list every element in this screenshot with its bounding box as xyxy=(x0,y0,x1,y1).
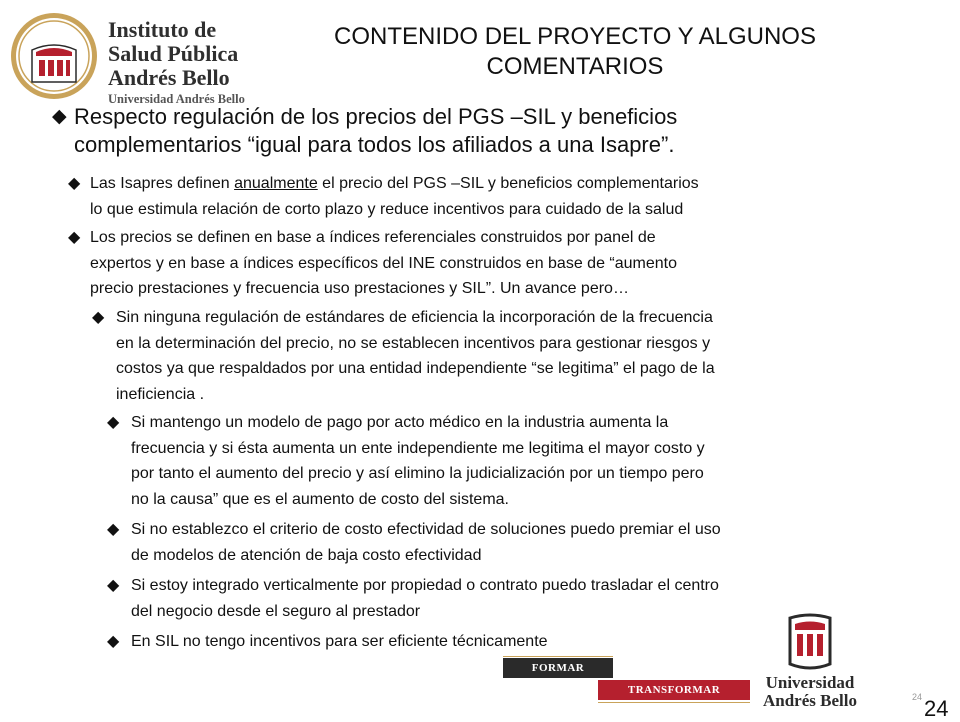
underlined-word: anualmente xyxy=(234,175,318,192)
diamond-bullet-icon: ◆ xyxy=(52,106,67,127)
bullet-level4 xyxy=(107,517,952,568)
bullet-text-line: no la causa” que es el aumento de costo del sistema. xyxy=(131,490,509,508)
bullet-level2 xyxy=(68,171,948,222)
page-number: 24 xyxy=(924,696,949,721)
bullet-text-line: En SIL no tengo incentivos para ser eficiente técnicamente xyxy=(131,633,548,650)
bullet-text-line: ineficiencia . xyxy=(116,385,205,403)
slide-title xyxy=(285,22,865,82)
title-line-2: COMENTARIOS xyxy=(486,53,664,80)
text-run: Las Isapres definen xyxy=(90,175,235,192)
diamond-bullet-icon: ◆ xyxy=(68,229,81,246)
bullet-text-line: Si estoy integrado verticalmente por propiedad o contrato puedo trasladar el centro xyxy=(131,577,719,594)
bullet-text-line: Si no establezco el criterio de costo efectividad de soluciones puedo premiar el uso xyxy=(131,521,721,538)
bullet-text-line: costos ya que respaldados por una entidad independiente “se legitima” el pago de la xyxy=(116,360,715,377)
diamond-bullet-icon: ◆ xyxy=(107,414,120,431)
bullet-text-line: en la determinación del precio, no se establecen incentivos para gestionar riesgos y xyxy=(116,334,711,352)
bullet-text-line: Si mantengo un modelo de pago por acto médico en la industria aumenta la xyxy=(131,414,669,431)
bullet-level4 xyxy=(107,410,952,512)
ribbon-divider xyxy=(598,702,750,703)
bullet-text-line: complementarios “igual para todos los afiliados a una Isapre”. xyxy=(74,132,675,157)
ribbon-divider xyxy=(503,656,613,657)
bullet-text-line: por tanto el aumento del precio y así elimino la judicialización por un tiempo pero xyxy=(131,465,704,482)
bullet-text-line: Los precios se definen en base a índices referenciales construidos por panel de xyxy=(90,229,656,246)
logo-line-1: Instituto de xyxy=(108,17,217,42)
bullet-text-line: expertos y en base a índices específicos del INE construidos en base de “aumento xyxy=(90,254,678,272)
logo-line-3: Andrés Bello xyxy=(108,65,230,90)
bullet-level2 xyxy=(68,225,948,302)
bullet-level3 xyxy=(92,305,952,407)
bullet-text-line: Respecto regulación de los precios del PGS –SIL y beneficios xyxy=(74,104,678,129)
university-crest-icon xyxy=(755,612,865,672)
diamond-bullet-icon: ◆ xyxy=(107,521,120,538)
bullet-level1 xyxy=(52,103,912,159)
logo-line-2: Salud Pública xyxy=(108,41,239,66)
title-line-1: CONTENIDO DEL PROYECTO Y ALGUNOS xyxy=(334,23,816,50)
university-logo xyxy=(755,612,875,712)
institute-crest-icon xyxy=(8,10,100,102)
diamond-bullet-icon: ◆ xyxy=(107,633,120,650)
page-number-small: 24 xyxy=(912,692,923,702)
ribbon-formar: FORMAR xyxy=(503,658,613,678)
bullet-text-line: del negocio desde el seguro al prestador xyxy=(131,602,421,620)
bullet-level4 xyxy=(107,629,747,655)
logo-line-4: Universidad Andrés Bello xyxy=(108,92,245,106)
bullet-text-line: frecuencia y si ésta aumenta un ente independiente me legitima el mayor costo y xyxy=(131,439,705,457)
diamond-bullet-icon: ◆ xyxy=(92,309,105,326)
institute-logo xyxy=(8,10,268,106)
bullet-text-line: lo que estimula relación de corto plazo y reduce incentivos para cuidado de la salud xyxy=(90,200,684,218)
university-name-line-1: Universidad xyxy=(765,673,855,692)
diamond-bullet-icon: ◆ xyxy=(68,175,81,192)
diamond-bullet-icon: ◆ xyxy=(107,577,120,594)
bullet-text-line: precio prestaciones y frecuencia uso prestaciones y SIL”. Un avance pero… xyxy=(90,280,629,297)
university-name-line-2: Andrés Bello xyxy=(763,691,857,710)
text-run: el precio del PGS –SIL y beneficios complementarios xyxy=(317,175,699,192)
bullet-text-line: Sin ninguna regulación de estándares de eficiencia la incorporación de la frecuencia xyxy=(116,309,713,326)
bullet-text-line xyxy=(68,171,948,197)
bullet-text-line: de modelos de atención de baja costo efectividad xyxy=(131,546,482,564)
ribbon-transformar: TRANSFORMAR xyxy=(598,680,750,700)
